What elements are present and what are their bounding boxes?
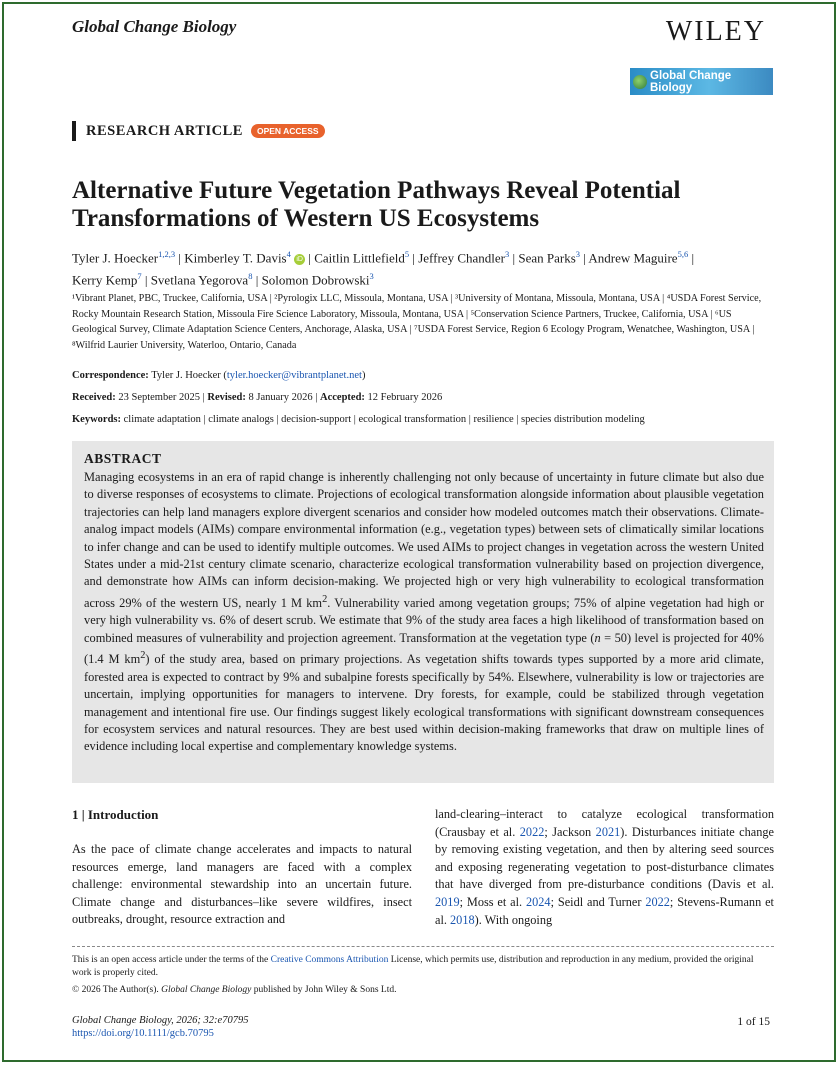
abstract-box [72,441,774,783]
open-access-badge[interactable]: OPEN ACCESS [251,124,325,138]
citation-link[interactable]: 2021 [595,824,621,839]
author-affil[interactable]: 1,2,3 [158,249,176,259]
received-date: 23 September 2025 [118,392,201,403]
author-name[interactable]: Jeffrey Chandler [418,250,505,266]
author-affil[interactable]: 5 [404,249,410,259]
article-type [72,121,325,141]
author-affil[interactable]: 7 [137,271,142,282]
citation-link[interactable]: 2022 [519,824,545,839]
journal-citation: Global Change Biology, 2026; 32:e70795 [72,1015,249,1026]
journal-logo[interactable] [630,68,773,95]
article-page [2,2,836,1062]
globe-icon [633,75,647,89]
accepted-date: 12 February 2026 [367,392,443,403]
author-affil[interactable]: 5,6 [677,249,689,259]
page-number: 1 of 15 [737,1016,770,1028]
author-affil[interactable]: 4 [286,249,291,259]
license-note: This is an open access article under the terms of the Creative Commons Attribution License, which permits use, distribution and reproduction in any medium, provided the original work is properly cited. [72,955,754,978]
citation-link[interactable]: 2019 [435,894,460,909]
orcid-icon[interactable]: iD [294,254,305,265]
revised-label: Revised: [207,392,246,403]
citation-link[interactable]: 2018 [450,912,475,927]
citation-link[interactable]: 2022 [645,894,670,909]
correspondence-label: Correspondence: [72,370,149,381]
abstract-text: Managing ecosystems in an era of rapid change is inherently challenging not only because of uncertainty in future climate but also due to diverse responses of ecosystems to climate. Projections of ecological transformation alongside information about plausible vegetation trajectories can help land managers explore divergent scenarios and consider how modeled outcomes match their observations. Climate-analog impact models (AIMs) compare environmental information (e.g., vegetation types) between sets of climatically similar locations to infer change and can be used to identify multiple outcomes. We used AIMs to project changes in vegetation across the western United States under a mid-21st century climate scenario, characterize ecological transformation vulnerability based on projection divergence, and demonstrate how AIMs can inform decision-making. We projected high or very high vulnerability to ecological transformation across 29% of the western US, nearly 1 M $km^2$. Vulnerability varied among vegetation groups; 75% of alpine vegetation had high or very high vulnerability vs. 6% of desert scrub. We estimate that 9% of the study area faces a high likelihood of transformation based on combined measures of vulnerability and projection agreement. Transformation at the vegetation type (n = 50) level is projected for 40% (1.4 M $km^2$) of the study area, based on primary projections. As vegetation shifts towards types supported by a more arid climate, forested area is expected to contract by 9% and subalpine forests specifically by 54%. Elsewhere, vulnerability is low or trajectories are uncertain, implying opportunities for managers to intervene. Dry forests, for example, could be stabilized through vegetation management and intentional fire use. Our findings suggest likely ecological transformations with significant downstream consequences for ecosystem services and natural resources. They are best used within decision-making frameworks that draw on multiple lines of evidence including local expertise and complementary knowledge systems. [84,470,764,754]
journal-name[interactable]: Global Change Biology [72,17,237,36]
author-name[interactable]: Caitlin Littlefield [314,250,405,266]
license-link[interactable]: Creative Commons Attribution [270,955,389,965]
author-name[interactable]: Kerry Kemp [72,272,138,288]
article-type-label: RESEARCH ARTICLE [86,122,243,139]
accepted-label: Accepted: [320,392,365,403]
keywords-list: climate adaptation | climate analogs | decision-support | ecological transformation | resilience | species distribution modeling [123,414,645,425]
author-name[interactable]: Sean Parks [518,250,576,266]
keywords [72,414,645,425]
article-title: Alternative Future Vegetation Pathways Reveal Potential Transformations of Western US Ecosystems [72,177,681,232]
citation-link[interactable]: 2024 [525,894,551,909]
author-name[interactable]: Svetlana Yegorova [150,272,249,288]
author-affil[interactable]: 3 [575,249,581,259]
publisher-logo[interactable]: WILEY [665,16,766,47]
intro-text-right: land-clearing–interact to catalyze ecological transformation (Crausbay et al. 2022; Jackson 2021). Disturbances initiate change by removing existing vegetation, and then by altering seed sources and exposing regenerating vegetation to post-disturbance climates that have diverged from pre-disturbance conditions (Davis et al. 2019; Moss et al. 2024; Seidl and Turner 2022; Stevens-Rumann et al. 2018). With ongoing [435,807,775,927]
affiliations: ¹Vibrant Planet, PBC, Truckee, California, USA | ²Pyrologix LLC, Missoula, Montana, USA | ³University of Montana, Missoula, Montana, USA | ⁴USDA Forest Service, Rocky Mountain Research Station, Missoula Fire Science Laboratory, Missoula, Montana, USA | ⁵Conservation Science Partners, Truckee, California, USA | ⁶US Geological Survey, Climate Adaptation Science Centers, Anchorage, Alaska, USA | ⁷USDA Forest Service, Region 6 Ecology Program, Wenatchee, Washington, USA | ⁸Wilfrid Laurier University, Waterloo, Ontario, Canada [72,293,762,351]
keywords-label: Keywords: [72,414,121,425]
author-name[interactable]: Kimberley T. Davis [184,250,287,266]
article-type-bar [72,121,76,141]
correspondence-name: Tyler J. Hoecker [151,370,221,381]
author-name[interactable]: Tyler J. Hoecker [72,250,159,266]
article-dates: Received: 23 September 2025 | Revised: 8 January 2026 | Accepted: 12 February 2026 [72,392,443,403]
author-affil[interactable]: 3 [369,271,374,282]
journal-logo-text: Global Change Biology [650,69,732,94]
correspondence-email-link[interactable]: tyler.hoecker@vibrantplanet.net [226,370,362,381]
author-list: Tyler J. Hoecker$^{1,2,3}$ | Kimberley T. Davis$^4$ iD | Caitlin Littlefield$^5$ | Jeffrey Chandler$^3$ | Sean Parks$^3$ | Andrew Maguire$^{5,6}$ | Kerry Kemp$^7$ | Svetlana Yegorova$^8$ | Solomon Dobrowski$^3$ [72,249,695,288]
author-name[interactable]: Andrew Maguire [588,250,678,266]
author-affil[interactable]: 8 [248,271,253,282]
doi-link[interactable]: https://doi.org/10.1111/gcb.70795 [72,1028,214,1039]
received-label: Received: [72,392,116,403]
section-heading-introduction: 1 | Introduction [72,807,159,822]
footer-divider [72,946,774,947]
correspondence: Correspondence: Tyler J. Hoecker (tyler.hoecker@vibrantplanet.net) [72,370,366,381]
intro-text-left: As the pace of climate change accelerates and impacts to natural resources emerge, land managers are faced with a complex challenge: environmental stewardship into an uncertain future. Climate change and disturbances–like severe wildfires, insect outbreaks, drought, resource extraction and [72,842,412,927]
copyright: © 2026 The Author(s). Global Change Biology published by John Wiley & Sons Ltd. [72,985,397,995]
abstract-heading: ABSTRACT [84,451,162,466]
author-name[interactable]: Solomon Dobrowski [261,272,370,288]
revised-date: 8 January 2026 [248,392,313,403]
author-affil[interactable]: 3 [504,249,510,259]
